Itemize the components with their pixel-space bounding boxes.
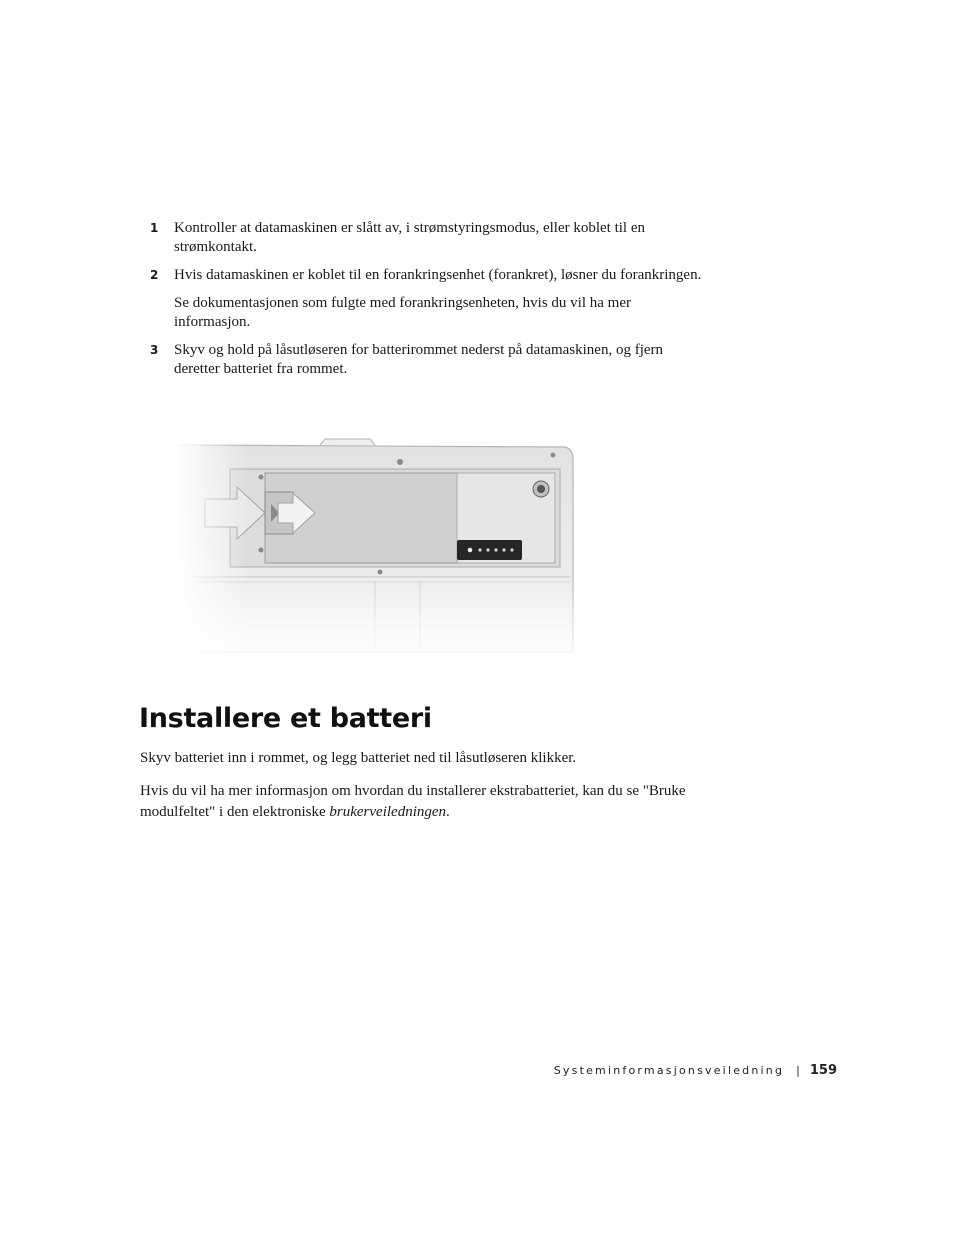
more-info-text: Hvis du vil ha mer informasjon om hvordan du installerer ekstrabatteriet, kan du se "Bruke modulfeltet" i den elektroniske <box>140 783 686 820</box>
step-number: 2 <box>150 268 159 282</box>
battery-removal-illustration <box>175 437 585 667</box>
install-paragraph: Skyv batteriet inn i rommet, og legg batteriet ned til låsutløseren klikker. <box>140 750 577 766</box>
install-instructions <box>140 748 700 835</box>
guide-title: Systeminformasjonsveiledning <box>553 1064 785 1077</box>
step-number: 3 <box>150 343 159 357</box>
step-2 <box>150 266 710 332</box>
step-text: Skyv og hold på låsutløseren for batterirommet nederst på datamaskinen, og fjern deretter batteriet fra rommet. <box>174 342 664 377</box>
step-3 <box>150 341 710 379</box>
step-note: Se dokumentasjonen som fulgte med forankringsenheten, hvis du vil ha mer informasjon. <box>174 295 631 330</box>
user-guide-reference: brukerveiledningen <box>329 804 447 820</box>
more-info-end: . <box>446 804 450 820</box>
step-number: 1 <box>150 221 159 235</box>
step-text: Kontroller at datamaskinen er slått av, i strømstyringsmodus, eller koblet til en strømkontakt. <box>174 220 646 255</box>
step-1 <box>150 219 710 257</box>
step-text: Hvis datamaskinen er koblet til en forankringsenhet (forankret), løsner du forankringen. <box>174 267 702 283</box>
page-footer <box>540 1063 837 1078</box>
more-info-paragraph <box>140 781 700 823</box>
removal-steps-list <box>150 219 710 388</box>
page-number: 159 <box>809 1063 837 1078</box>
section-heading: Installere et batteri <box>139 703 432 734</box>
footer-separator: | <box>796 1064 800 1077</box>
